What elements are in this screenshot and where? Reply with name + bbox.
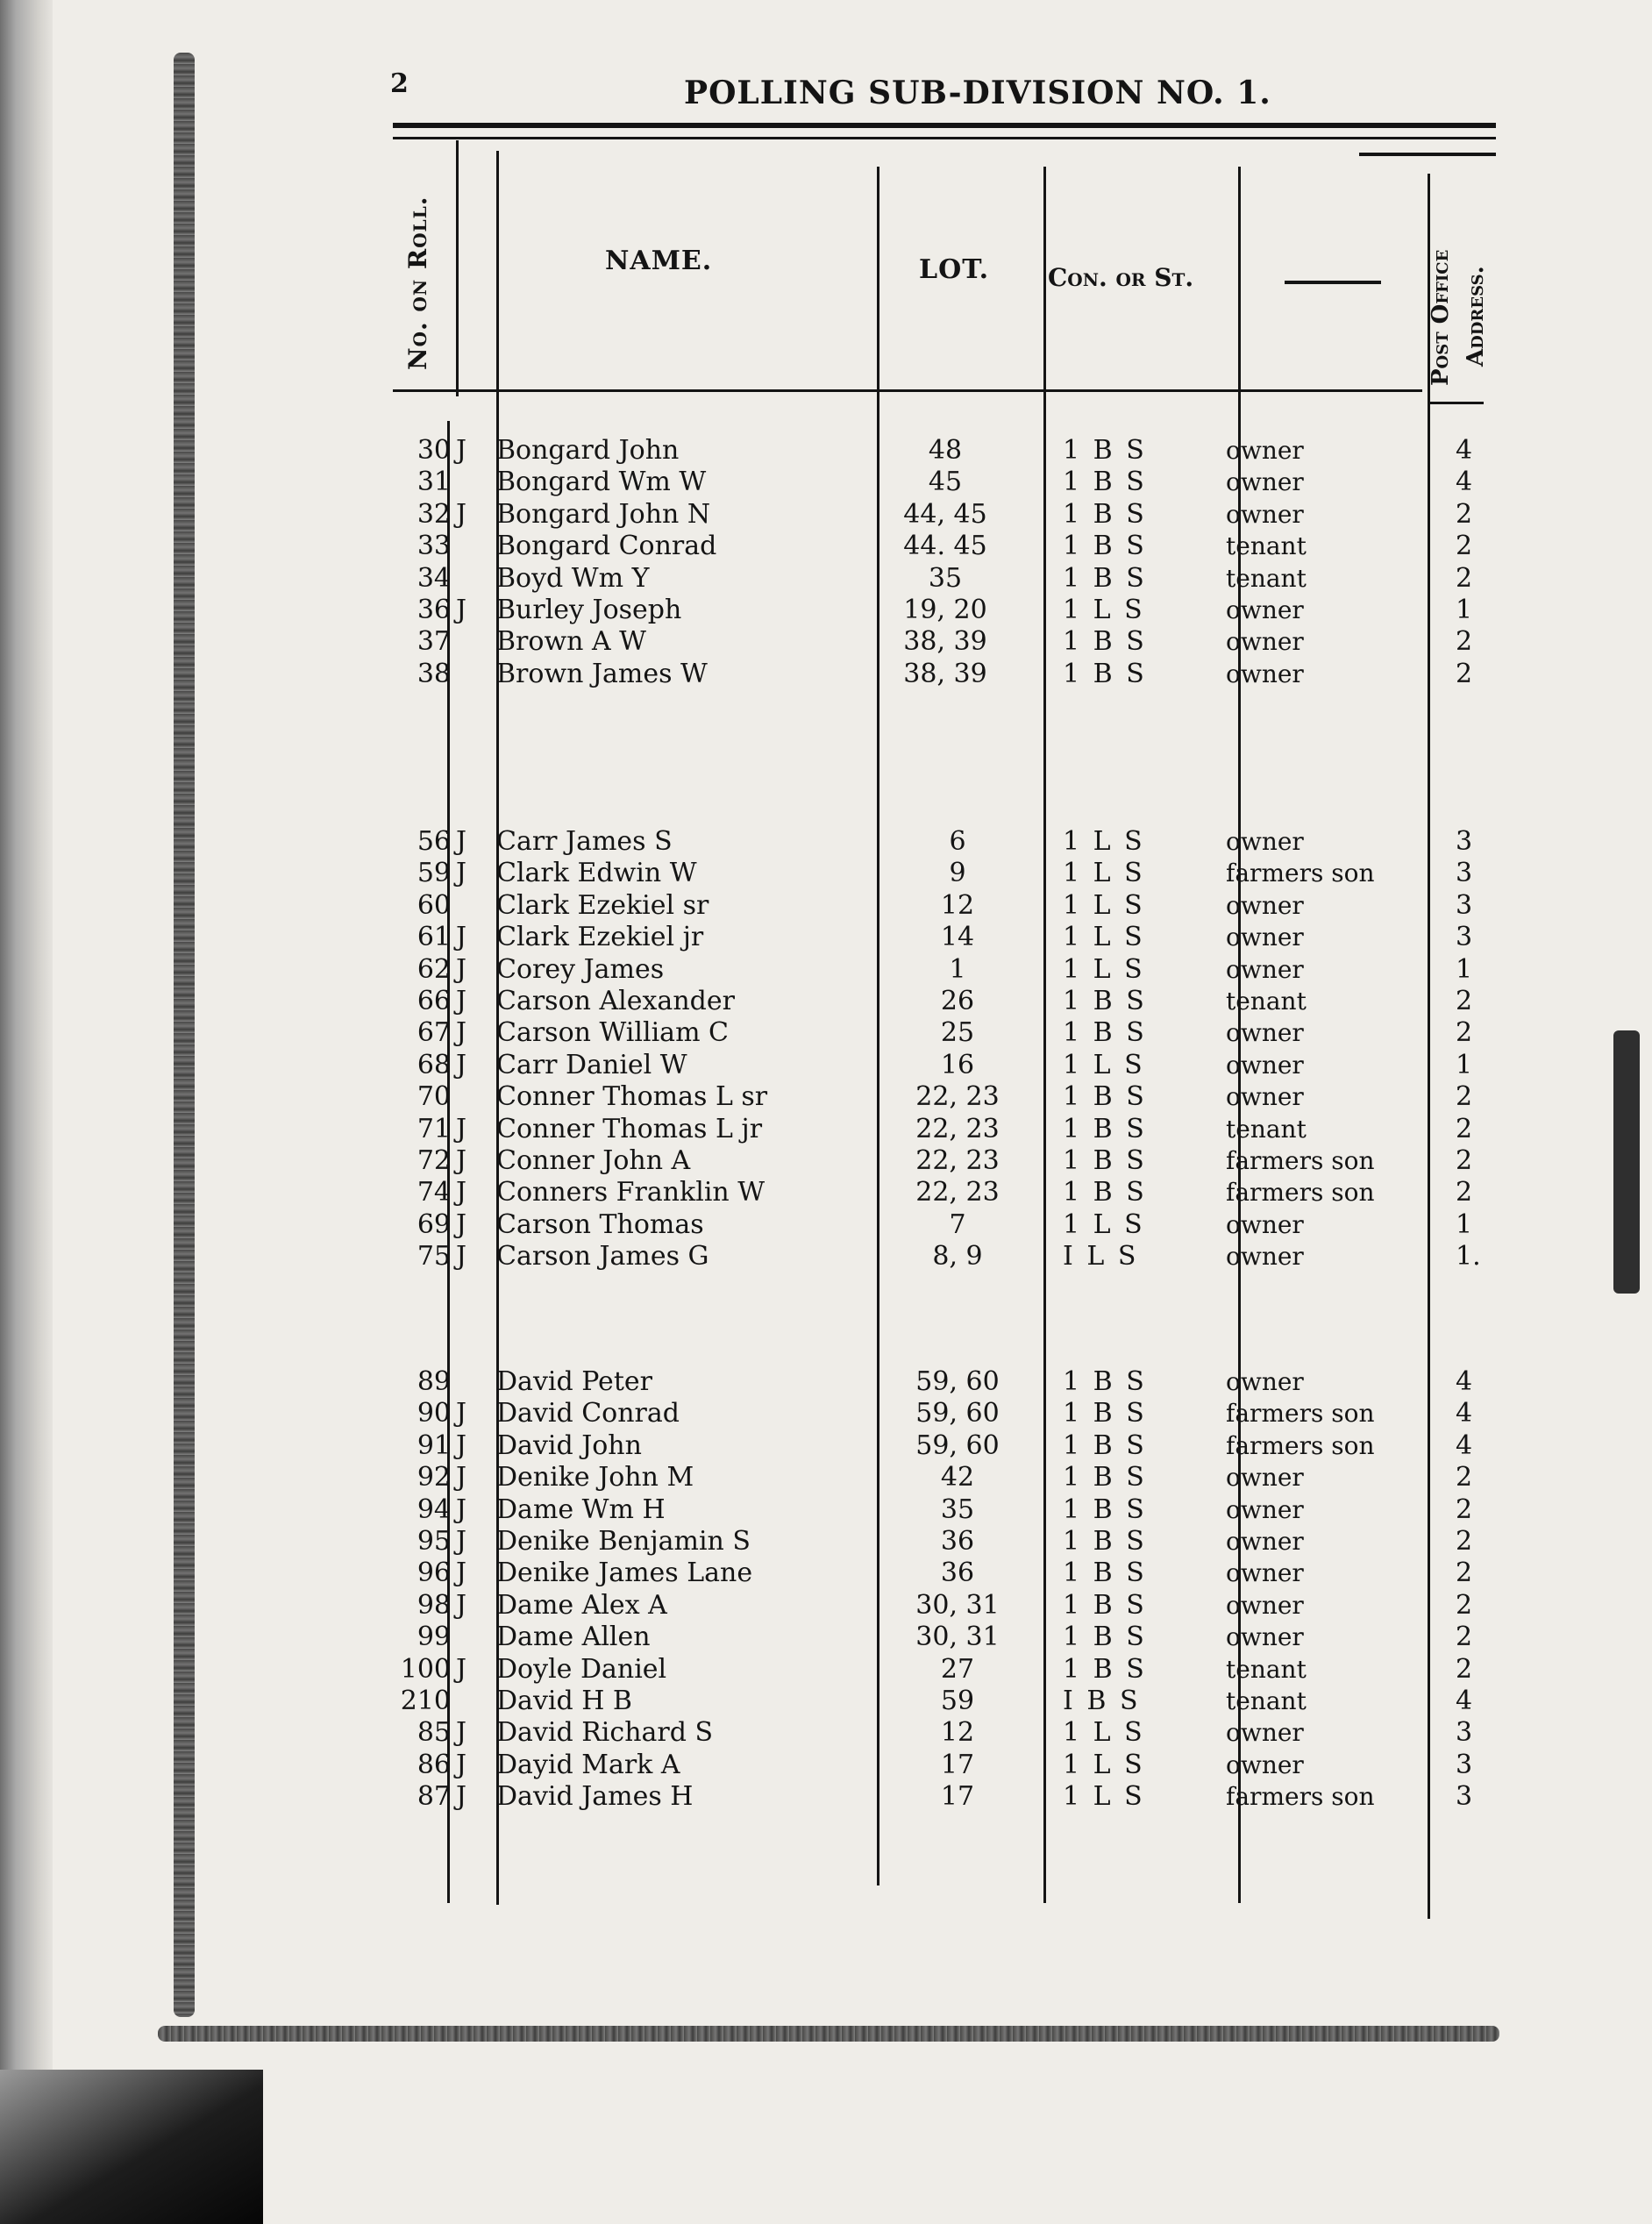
post-office-cell: 1: [1456, 1049, 1473, 1080]
post-office-cell: 2: [1456, 1081, 1473, 1113]
name-cell: Carson Thomas: [496, 1208, 704, 1240]
j-mark-cell: J: [456, 1558, 467, 1589]
concession-cell: 1 B S: [1063, 1622, 1147, 1653]
post-office-cell: 2: [1456, 626, 1473, 658]
concession-cell: 1 L S: [1063, 922, 1145, 953]
qualification-cell: tenant: [1226, 563, 1307, 593]
roll-number-cell: 100: [400, 1653, 451, 1685]
j-mark-cell: J: [456, 1398, 467, 1429]
roll-number-cell: 98: [417, 1589, 451, 1621]
concession-cell: 1 B S: [1063, 1653, 1147, 1685]
table-row: [0, 659, 1652, 690]
roll-number-cell: 210: [400, 1686, 451, 1716]
table-row: [0, 1209, 1652, 1241]
table-row: [0, 1241, 1652, 1272]
post-office-cell: 3: [1456, 858, 1473, 889]
post-office-cell: 2: [1456, 1622, 1473, 1653]
post-office-cell: 4: [1456, 1366, 1473, 1397]
roll-number-cell: 62: [417, 953, 451, 985]
lot-cell: 14: [940, 922, 975, 953]
qualification-cell: owner: [1226, 467, 1304, 497]
lot-cell: 36: [940, 1558, 975, 1589]
lot-cell: 45: [928, 467, 963, 498]
address-column-header: Address.: [1463, 266, 1489, 367]
lot-cell: 59: [940, 1686, 975, 1716]
lot-cell: 12: [940, 889, 975, 921]
qualification-cell: farmers son: [1226, 1146, 1375, 1175]
j-mark-cell: J: [456, 986, 467, 1016]
concession-cell: 1 L S: [1063, 889, 1145, 921]
concession-cell: 1 B S: [1063, 1113, 1147, 1144]
table-row: [0, 563, 1652, 595]
roll-number-cell: 31: [417, 467, 451, 498]
table-row: [0, 1050, 1652, 1081]
name-cell: Carr Daniel W: [496, 1049, 687, 1080]
name-cell: Carson William C: [496, 1017, 730, 1049]
lot-cell: 44. 45: [903, 531, 987, 562]
roll-number-cell: 36: [417, 595, 451, 625]
j-mark-cell: J: [456, 1241, 467, 1272]
table-row: [0, 1430, 1652, 1462]
name-cell: Bongard John: [496, 435, 680, 466]
concession-cell: 1 L S: [1063, 1717, 1145, 1749]
post-office-cell: 2: [1456, 1462, 1473, 1493]
name-cell: Clark Ezekiel sr: [496, 889, 709, 921]
qualification-cell: farmers son: [1226, 1782, 1375, 1812]
post-office-cell: 1: [1456, 953, 1473, 985]
j-mark-cell: J: [456, 498, 467, 530]
table-row: [0, 1526, 1652, 1558]
post-office-cell: 2: [1456, 1113, 1473, 1144]
roll-number-cell: 56: [417, 826, 451, 857]
post-office-cell: 2: [1456, 498, 1473, 530]
post-office-cell: 3: [1456, 1717, 1473, 1749]
name-cell: Carr James S: [496, 826, 673, 857]
table-row: [0, 1494, 1652, 1526]
concession-cell: 1 B S: [1063, 562, 1147, 594]
qualification-cell: owner: [1226, 1367, 1304, 1396]
lot-cell: 8, 9: [932, 1241, 983, 1272]
table-row: [0, 1462, 1652, 1493]
roll-number-cell: 95: [417, 1526, 451, 1557]
name-cell: Conner John A: [496, 1145, 691, 1176]
post-office-cell: 3: [1456, 889, 1473, 921]
j-mark-cell: J: [456, 1017, 467, 1049]
qualification-cell: owner: [1226, 923, 1304, 952]
concession-cell: 1 B S: [1063, 1017, 1147, 1049]
name-cell: Boyd Wm Y: [496, 562, 650, 594]
table-row: [0, 499, 1652, 531]
name-cell: Burley Joseph: [496, 595, 682, 625]
post-office-cell: 2: [1456, 1017, 1473, 1049]
qualification-cell: owner: [1226, 627, 1304, 657]
lot-cell: 30, 31: [915, 1589, 1000, 1621]
concession-cell: 1 B S: [1063, 986, 1147, 1016]
j-mark-cell: J: [456, 1208, 467, 1240]
j-mark-cell: J: [456, 1717, 467, 1749]
roll-number-cell: 96: [417, 1558, 451, 1589]
roll-number-cell: 59: [417, 858, 451, 889]
table-row: [0, 1717, 1652, 1749]
j-mark-cell: J: [456, 435, 467, 466]
qualification-cell: tenant: [1226, 531, 1307, 561]
name-cell: David Richard S: [496, 1717, 714, 1749]
j-mark-cell: J: [456, 1049, 467, 1080]
name-cell: Denike James Lane: [496, 1558, 753, 1589]
qualification-cell: owner: [1226, 436, 1304, 465]
qualification-cell: owner: [1226, 1209, 1304, 1239]
concession-cell: 1 L S: [1063, 953, 1145, 985]
table-row: [0, 467, 1652, 498]
table-row: [0, 826, 1652, 858]
qualification-cell: owner: [1226, 954, 1304, 984]
name-cell: Dame Wm H: [496, 1493, 666, 1525]
qualification-cell: owner: [1226, 1494, 1304, 1524]
table-row: [0, 1686, 1652, 1717]
name-cell: David James H: [496, 1781, 694, 1813]
concession-cell: I L S: [1063, 1241, 1139, 1272]
qualification-cell: owner: [1226, 1590, 1304, 1620]
table-row: [0, 1558, 1652, 1589]
qualification-cell: owner: [1226, 890, 1304, 920]
qualification-cell: owner: [1226, 1527, 1304, 1556]
name-cell: Brown James W: [496, 658, 708, 689]
lot-cell: 59, 60: [915, 1429, 1000, 1461]
concession-cell: 1 B S: [1063, 626, 1147, 658]
qualification-cell: owner: [1226, 1622, 1304, 1652]
concession-cell: 1 B S: [1063, 498, 1147, 530]
post-office-cell: 4: [1456, 1686, 1473, 1716]
name-cell: David H B: [496, 1686, 632, 1716]
roll-number-cell: 30: [417, 435, 451, 466]
table-row: [0, 1366, 1652, 1398]
post-office-cell: 3: [1456, 922, 1473, 953]
concession-cell: 1 B S: [1063, 658, 1147, 689]
lot-cell: 19, 20: [903, 595, 987, 625]
roll-number-cell: 75: [417, 1241, 451, 1272]
post-office-cell: 2: [1456, 1558, 1473, 1589]
concession-cell: 1 B S: [1063, 1177, 1147, 1208]
name-cell: Clark Edwin W: [496, 858, 697, 889]
name-cell: Carson James G: [496, 1241, 709, 1272]
roll-number-cell: 70: [417, 1081, 451, 1113]
lot-cell: 27: [940, 1653, 975, 1685]
lot-cell: 59, 60: [915, 1366, 1000, 1397]
lot-cell: 38, 39: [903, 626, 987, 658]
roll-number-cell: 94: [417, 1493, 451, 1525]
name-cell: David John: [496, 1429, 642, 1461]
name-cell: Conners Franklin W: [496, 1177, 765, 1208]
table-row: [0, 1081, 1652, 1113]
name-cell: Dayid Mark A: [496, 1749, 680, 1780]
roll-number-cell: 60: [417, 889, 451, 921]
roll-number-cell: 71: [417, 1113, 451, 1144]
post-office-cell: 3: [1456, 826, 1473, 857]
post-office-cell: 2: [1456, 658, 1473, 689]
table-row: [0, 954, 1652, 986]
table-row: [0, 1145, 1652, 1177]
post-office-cell: 4: [1456, 1429, 1473, 1461]
qualification-cell: owner: [1226, 659, 1304, 688]
post-office-cell: 2: [1456, 1526, 1473, 1557]
qualification-cell: owner: [1226, 1463, 1304, 1493]
page-title: POLLING SUB-DIVISION NO. 1.: [684, 75, 1271, 111]
lot-cell: 30, 31: [915, 1622, 1000, 1653]
lot-cell: 48: [928, 435, 963, 466]
name-cell: Bongard John N: [496, 498, 711, 530]
j-mark-cell: J: [456, 1462, 467, 1493]
lot-cell: 25: [940, 1017, 975, 1049]
concession-cell: 1 L S: [1063, 1749, 1145, 1780]
name-cell: Denike Benjamin S: [496, 1526, 751, 1557]
table-row: [0, 435, 1652, 467]
roll-number-cell: 86: [417, 1749, 451, 1780]
post-office-cell: 4: [1456, 435, 1473, 466]
qualification-cell: owner: [1226, 1750, 1304, 1779]
concession-cell: 1 B S: [1063, 467, 1147, 498]
lot-cell: 42: [940, 1462, 975, 1493]
concession-cell: 1 B S: [1063, 1558, 1147, 1589]
post-office-cell: 2: [1456, 1145, 1473, 1176]
lot-cell: 12: [940, 1717, 975, 1749]
qualification-cell: tenant: [1226, 1654, 1307, 1684]
roll-number-cell: 61: [417, 922, 451, 953]
table-row: [0, 858, 1652, 889]
name-cell: David Conrad: [496, 1398, 680, 1429]
post-office-cell: 2: [1456, 531, 1473, 562]
concession-cell: 1 B S: [1063, 1462, 1147, 1493]
name-cell: Conner Thomas L jr: [496, 1113, 763, 1144]
name-cell: Bongard Wm W: [496, 467, 707, 498]
name-cell: Doyle Daniel: [496, 1653, 667, 1685]
qualification-cell: farmers son: [1226, 1399, 1375, 1429]
table-row: [0, 922, 1652, 953]
table-row: [0, 1590, 1652, 1622]
post-office-cell: 1: [1456, 1208, 1473, 1240]
lot-cell: 6: [949, 826, 966, 857]
post-office-cell: 2: [1456, 1589, 1473, 1621]
concession-cell: 1 B S: [1063, 1526, 1147, 1557]
qualification-cell: owner: [1226, 1718, 1304, 1748]
j-mark-cell: J: [456, 1493, 467, 1525]
roll-number-cell: 38: [417, 658, 451, 689]
post-office-cell: 1.: [1456, 1241, 1481, 1272]
j-mark-cell: J: [456, 1113, 467, 1144]
table-row: [0, 595, 1652, 626]
lot-cell: 17: [940, 1781, 975, 1813]
post-office-column-header: Post Office: [1428, 249, 1454, 386]
lot-cell: 17: [940, 1749, 975, 1780]
roll-number-cell: 74: [417, 1177, 451, 1208]
qualification-cell: tenant: [1226, 987, 1307, 1016]
concession-cell: 1 B S: [1063, 1429, 1147, 1461]
concession-cell: 1 L S: [1063, 858, 1145, 889]
roll-number-cell: 67: [417, 1017, 451, 1049]
post-office-cell: 2: [1456, 986, 1473, 1016]
roll-number-cell: 68: [417, 1049, 451, 1080]
qualification-cell: owner: [1226, 499, 1304, 529]
concession-cell: 1 B S: [1063, 1145, 1147, 1176]
table-row: [0, 1114, 1652, 1145]
post-office-cell: 2: [1456, 562, 1473, 594]
post-office-cell: 3: [1456, 1749, 1473, 1780]
j-mark-cell: J: [456, 1177, 467, 1208]
post-office-cell: 2: [1456, 1493, 1473, 1525]
j-mark-cell: J: [456, 1653, 467, 1685]
qualification-cell: farmers son: [1226, 1178, 1375, 1208]
roll-number-cell: 99: [417, 1622, 451, 1653]
lot-cell: 38, 39: [903, 658, 987, 689]
lot-cell: 1: [949, 953, 966, 985]
concession-cell: 1 B S: [1063, 531, 1147, 562]
concession-cell: 1 L S: [1063, 1049, 1145, 1080]
j-mark-cell: J: [456, 922, 467, 953]
concession-cell: 1 L S: [1063, 826, 1145, 857]
concession-cell: 1 L S: [1063, 1208, 1145, 1240]
name-column-header: NAME.: [605, 246, 713, 276]
concession-cell: 1 B S: [1063, 1081, 1147, 1113]
table-row: [0, 1622, 1652, 1653]
roll-number-column-header: No. on Roll.: [403, 196, 432, 370]
roll-number-cell: 92: [417, 1462, 451, 1493]
qualification-cell: owner: [1226, 595, 1304, 624]
concession-cell: 1 L S: [1063, 595, 1145, 625]
post-office-cell: 3: [1456, 1781, 1473, 1813]
qualification-cell: owner: [1226, 1242, 1304, 1272]
j-mark-cell: J: [456, 1749, 467, 1780]
lot-cell: 16: [940, 1049, 975, 1080]
qualification-cell: owner: [1226, 827, 1304, 856]
name-cell: Clark Ezekiel jr: [496, 922, 704, 953]
roll-number-cell: 66: [417, 986, 451, 1016]
table-row: [0, 1398, 1652, 1429]
roll-number-cell: 32: [417, 498, 451, 530]
lot-cell: 7: [949, 1208, 966, 1240]
table-row: [0, 890, 1652, 922]
lot-cell: 35: [928, 562, 963, 594]
lot-cell: 22, 23: [915, 1113, 1000, 1144]
j-mark-cell: J: [456, 1526, 467, 1557]
lot-cell: 22, 23: [915, 1177, 1000, 1208]
table-row: [0, 1781, 1652, 1813]
roll-number-cell: 90: [417, 1398, 451, 1429]
concession-cell: I B S: [1063, 1686, 1141, 1716]
roll-number-cell: 89: [417, 1366, 451, 1397]
j-mark-cell: J: [456, 1781, 467, 1813]
concession-column-header: Con. or St.: [1048, 263, 1194, 292]
post-office-cell: 2: [1456, 1177, 1473, 1208]
name-cell: Dame Alex A: [496, 1589, 667, 1621]
post-office-cell: 1: [1456, 595, 1473, 625]
concession-cell: 1 B S: [1063, 1493, 1147, 1525]
j-mark-cell: J: [456, 595, 467, 625]
roll-number-cell: 72: [417, 1145, 451, 1176]
table-row: [0, 1177, 1652, 1208]
table-row: [0, 1654, 1652, 1686]
qualification-cell: owner: [1226, 1082, 1304, 1112]
table-row: [0, 1750, 1652, 1781]
qualification-cell: owner: [1226, 1558, 1304, 1588]
lot-cell: 26: [940, 986, 975, 1016]
lot-cell: 44, 45: [903, 498, 987, 530]
table-row: [0, 531, 1652, 562]
name-cell: David Peter: [496, 1366, 652, 1397]
lot-cell: 35: [940, 1493, 975, 1525]
roll-number-cell: 33: [417, 531, 451, 562]
qualification-cell: farmers son: [1226, 1430, 1375, 1460]
table-row: [0, 1017, 1652, 1049]
name-cell: Bongard Conrad: [496, 531, 717, 562]
j-mark-cell: J: [456, 826, 467, 857]
concession-cell: 1 B S: [1063, 1398, 1147, 1429]
post-office-cell: 2: [1456, 1653, 1473, 1685]
page-number: 2: [390, 68, 409, 99]
j-mark-cell: J: [456, 858, 467, 889]
lot-column-header: LOT.: [919, 254, 990, 285]
name-cell: Denike John M: [496, 1462, 694, 1493]
concession-cell: 1 B S: [1063, 435, 1147, 466]
qualification-cell: tenant: [1226, 1114, 1307, 1144]
j-mark-cell: J: [456, 953, 467, 985]
table-row: [0, 626, 1652, 658]
name-cell: Brown A W: [496, 626, 647, 658]
concession-cell: 1 B S: [1063, 1366, 1147, 1397]
qualification-cell: owner: [1226, 1050, 1304, 1080]
lot-cell: 22, 23: [915, 1145, 1000, 1176]
lot-cell: 59, 60: [915, 1398, 1000, 1429]
post-office-cell: 4: [1456, 467, 1473, 498]
name-cell: Carson Alexander: [496, 986, 735, 1016]
qualification-cell: farmers son: [1226, 859, 1375, 888]
name-cell: Corey James: [496, 953, 665, 985]
concession-cell: 1 B S: [1063, 1589, 1147, 1621]
name-cell: Conner Thomas L sr: [496, 1081, 768, 1113]
roll-number-cell: 34: [417, 562, 451, 594]
lot-cell: 36: [940, 1526, 975, 1557]
concession-cell: 1 L S: [1063, 1781, 1145, 1813]
qualification-cell: owner: [1226, 1018, 1304, 1048]
j-mark-cell: J: [456, 1429, 467, 1461]
qualification-cell: tenant: [1226, 1686, 1307, 1715]
name-cell: Dame Allen: [496, 1622, 651, 1653]
j-mark-cell: J: [456, 1145, 467, 1176]
roll-number-cell: 91: [417, 1429, 451, 1461]
roll-number-cell: 85: [417, 1717, 451, 1749]
table-row: [0, 986, 1652, 1017]
post-office-cell: 4: [1456, 1398, 1473, 1429]
roll-number-cell: 87: [417, 1781, 451, 1813]
roll-number-cell: 69: [417, 1208, 451, 1240]
roll-number-cell: 37: [417, 626, 451, 658]
lot-cell: 22, 23: [915, 1081, 1000, 1113]
j-mark-cell: J: [456, 1589, 467, 1621]
lot-cell: 9: [949, 858, 966, 889]
